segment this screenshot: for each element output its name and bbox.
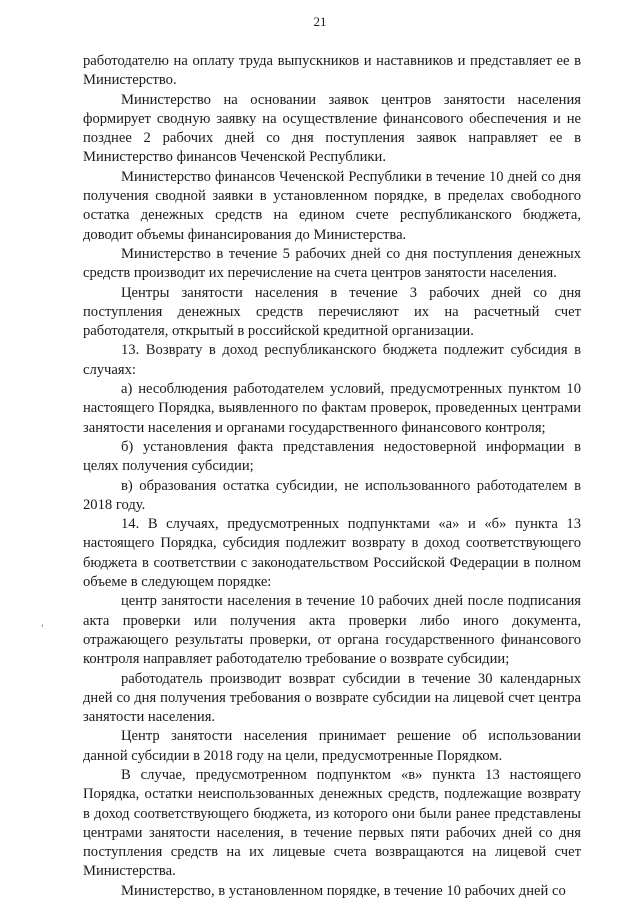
paragraph-clause-14-center: центр занятости населения в течение 10 рабочих дней после подписания акта проверки или получения акта проверки либо иного документа, отражающего результаты проверки, от органа государственного финансового контроля направляет работодателю требование о возврате субсидии; bbox=[83, 593, 581, 668]
paragraph-ministry-final: Министерство, в установленном порядке, в течение 10 рабочих дней со bbox=[121, 882, 566, 899]
paragraph-continuation: работодателю на оплату труда выпускников и наставников и представляет ее в Министерство. bbox=[83, 53, 581, 89]
page-number: 21 bbox=[313, 14, 327, 29]
paragraph-clause-14-employer: работодатель производит возврат субсидии в течение 30 календарных дней со дня получения требования о возврате субсидии на лицевой счет центра занятости населения. bbox=[83, 670, 581, 726]
paragraph-center-decision: Центр занятости населения принимает решение об использовании данной субсидии в 2018 году на цели, предусмотренные Порядком. bbox=[83, 728, 581, 764]
stray-mark-icon: ‘ bbox=[41, 623, 44, 632]
paragraph-clause-14: 14. В случаях, предусмотренных подпунктами «а» и «б» пункта 13 настоящего Порядка, субсидия подлежит возврату в доход соответствующего бюджета в соответствии с законодательством Российской Федерации в полном объеме в следующем порядке: bbox=[83, 516, 581, 591]
paragraph-ministry-transfer: Министерство в течение 5 рабочих дней со дня поступления денежных средств производит их перечисление на счета центров занятости населения. bbox=[83, 245, 581, 282]
paragraph-clause-13-b: б) установления факта представления недостоверной информации в целях получения субсидии; bbox=[83, 438, 581, 475]
paragraph-remaining-funds: В случае, предусмотренном подпунктом «в» пункта 13 настоящего Порядка, остатки неиспользованных денежных средств, подлежащие возврату в доход соответствующего бюджета, из которого они были ранее представлены центрами занятости населения, в течение первых пяти рабочих дней со дня поступления средств на их лицевые счета возвращаются на лицевой счет Министерства. bbox=[83, 766, 581, 880]
paragraph-clause-13-v: в) образования остатка субсидии, не использованного работодателем в 2018 году. bbox=[83, 477, 581, 513]
paragraph-employment-centers-transfer: Центры занятости населения в течение 3 рабочих дней со дня поступления денежных средств перечисляют их на расчетный счет работодателя, открытый в российской кредитной организации. bbox=[83, 284, 581, 340]
document-body bbox=[83, 52, 581, 901]
paragraph-finance-ministry-funding: Министерство финансов Чеченской Республики в течение 10 дней со дня получения сводной заявки в установленном порядке, в пределах свободного остатка денежных средств на едином счете республиканского бюджета, доводит объемы финансирования до Министерства. bbox=[83, 168, 581, 243]
paragraph-clause-13-a: а) несоблюдения работодателем условий, предусмотренных пунктом 10 настоящего Порядка, выявленного по фактам проверок, проведенных центрами занятости населения и органами государственного финансового контроля; bbox=[83, 381, 581, 436]
paragraph-clause-13: 13. Возврату в доход республиканского бюджета подлежит субсидия в случаях: bbox=[83, 342, 581, 378]
paragraph-ministry-summary-request: Министерство на основании заявок центров занятости населения формирует сводную заявку на осуществление финансового обеспечения и не позднее 2 рабочих дней со дня поступления заявок направляет ее в Министерство финансов Чеченской Республики. bbox=[83, 91, 581, 166]
